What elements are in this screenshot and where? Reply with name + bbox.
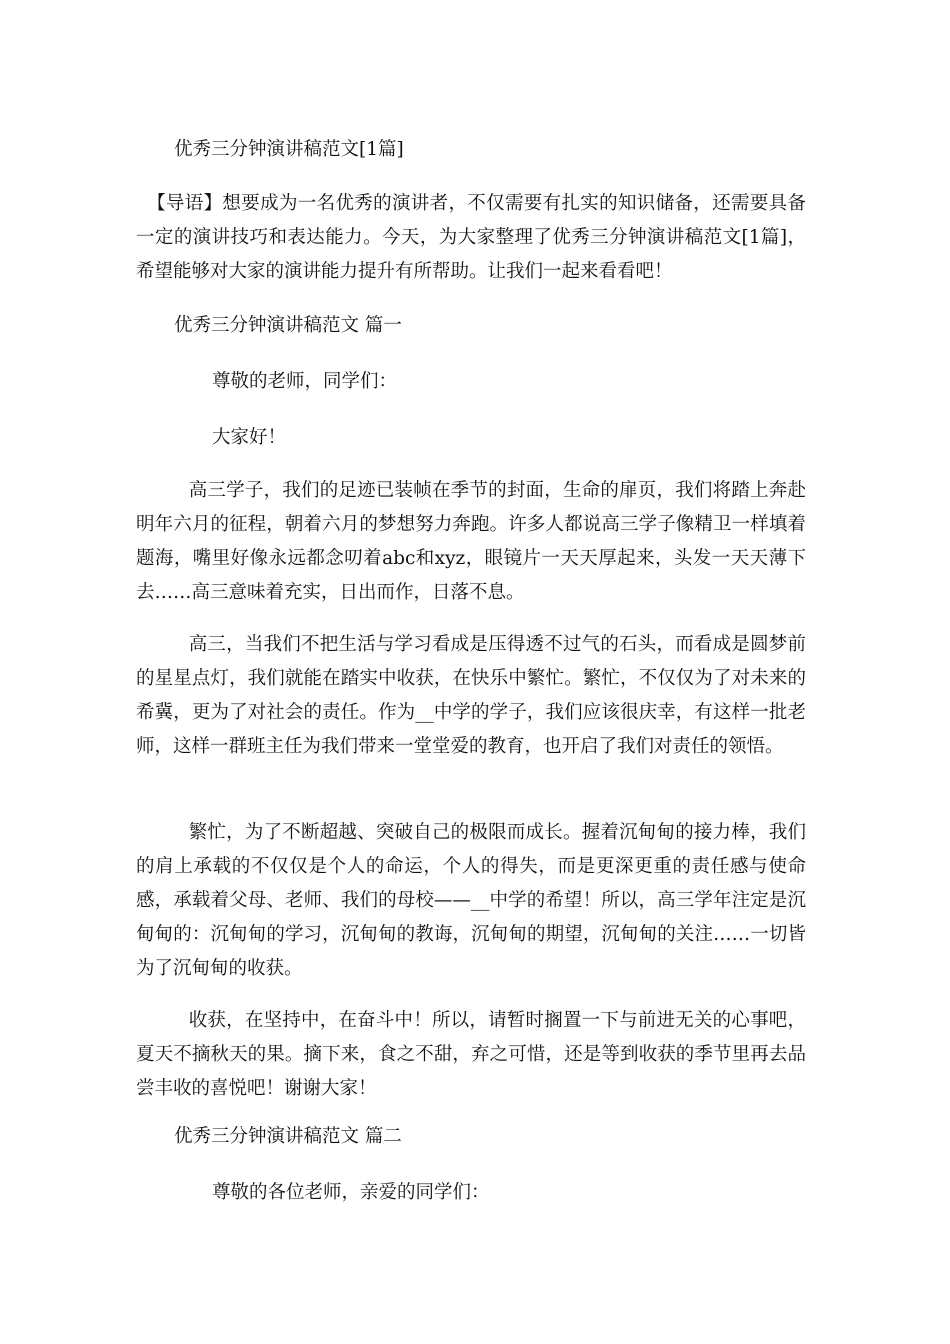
- body-paragraph-2: 高三，当我们不把生活与学习看成是压得透不过气的石头，而看成是圆梦前的星星点灯，我们就能在踏实中收获，在快乐中繁忙。繁忙，不仅仅为了对未来的希冀，更为了对社会的责任。作为__中学的学子，我们应该很庆幸，有这样一批老师，这样一群班主任为我们带来一堂堂爱的教育，也开启了我们对责任的领悟。: [136, 634, 806, 757]
- body-paragraph-3: 繁忙，为了不断超越、突破自己的极限而成长。握着沉甸甸的接力棒，我们的肩上承载的不仅仅是个人的命运，个人的得失，而是更深更重的责任感与使命感，承载着父母、老师、我们的母校——__中学的希望！所以，高三学年注定是沉甸甸的：沉甸甸的学习，沉甸甸的教诲，沉甸甸的期望，沉甸甸的关注……一切皆为了沉甸甸的收获。: [136, 822, 806, 979]
- intro-paragraph: 【导语】想要成为一名优秀的演讲者，不仅需要有扎实的知识储备，还需要具备一定的演讲技巧和表达能力。今天，为大家整理了优秀三分钟演讲稿范文[1篇]，希望能够对大家的演讲能力提升有所帮助。让我们一起来看看吧！: [136, 193, 806, 282]
- section-heading-2: 优秀三分钟演讲稿范文 篇二: [174, 1126, 402, 1147]
- salutation-1: 尊敬的老师，同学们：: [212, 371, 398, 392]
- body-paragraph-4: 收获，在坚持中，在奋斗中！所以，请暂时搁置一下与前进无关的心事吧，夏天不摘秋天的果。摘下来，食之不甜，弃之可惜，还是等到收获的季节里再去品尝丰收的喜悦吧！谢谢大家！: [136, 1010, 806, 1099]
- greeting: 大家好！: [212, 427, 287, 448]
- salutation-2: 尊敬的各位老师，亲爱的同学们：: [212, 1182, 490, 1203]
- body-paragraph-1: 高三学子，我们的足迹已装帧在季节的封面，生命的扉页，我们将踏上奔赴明年六月的征程，朝着六月的梦想努力奔跑。许多人都说高三学子像精卫一样填着题海，嘴里好像永远都念叨着abc和xyz，眼镜片一天天厚起来，头发一天天薄下去……高三意味着充实，日出而作，日落不息。: [136, 480, 806, 603]
- section-heading-1: 优秀三分钟演讲稿范文 篇一: [174, 315, 402, 336]
- document-title: 优秀三分钟演讲稿范文[1篇]: [174, 139, 404, 160]
